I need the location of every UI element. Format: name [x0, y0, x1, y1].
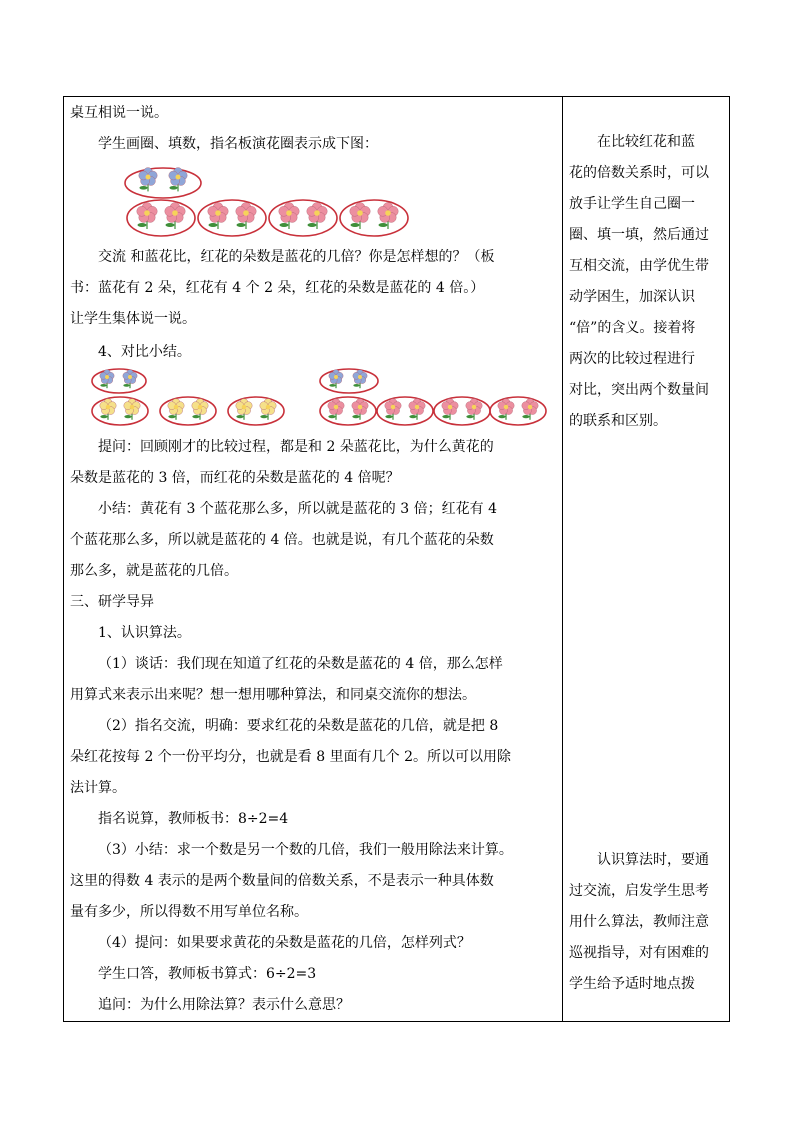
grouping-circle: [198, 200, 266, 236]
text-line: 桌互相说一说。: [70, 105, 168, 121]
text-line: 提问：回顾刚才的比较过程，都是和 2 朵蓝花比，为什么黄花的: [98, 439, 494, 455]
column-divider: [562, 97, 563, 1021]
lesson-table: [63, 96, 730, 1022]
flower-figure-1: [70, 165, 556, 245]
yellow-flower: [100, 399, 116, 420]
text-line: 量有多少，所以得数不用写单位名称。: [70, 904, 308, 920]
blue-flower: [100, 370, 114, 389]
note-line: 学生给予适时地点拨: [569, 976, 695, 992]
flower-circles-figure-1: [70, 165, 556, 245]
red-flower: [442, 399, 458, 420]
red-flower: [466, 399, 482, 420]
red-flower: [236, 203, 256, 230]
grouping-circle: [228, 397, 284, 425]
blue-flower: [329, 370, 343, 389]
note-line: 用什么算法，教师注意: [569, 914, 709, 930]
red-flower: [137, 203, 157, 230]
flower-circles-figure-2: [70, 367, 556, 429]
text-line: 学生画圈、填数，指名板演花圈表示成下图：: [98, 136, 378, 152]
red-flower: [409, 399, 425, 420]
text-line: 那么多，就是蓝花的几倍。: [70, 563, 238, 579]
grouping-circle: [127, 200, 195, 236]
red-flower: [498, 399, 514, 420]
note-line: 互相交流，由学优生带: [569, 258, 709, 274]
blue-flower: [123, 370, 137, 389]
text-line: 朵红花按每 2 个一份平均分，也就是看 8 里面有几个 2。所以可以用除: [70, 749, 511, 765]
text-line: 个蓝花那么多，所以就是蓝花的 4 倍。也就是说，有几个蓝花的朵数: [70, 532, 494, 548]
note-line: 动学困生，加深认识: [569, 289, 695, 305]
yellow-flower: [168, 399, 184, 420]
yellow-flower: [260, 399, 276, 420]
grouping-circle: [320, 397, 376, 425]
note-line: 认识算法时，要通: [597, 852, 709, 868]
text-line: 这里的得数 4 表示的是两个数量间的倍数关系，不是表示一种具体数: [70, 873, 494, 889]
note-line: 过交流，启发学生思考: [569, 883, 709, 899]
note-line: 花的倍数关系时，可以: [569, 165, 709, 181]
text-line: 法计算。: [70, 780, 126, 796]
grouping-circle: [434, 397, 490, 425]
text-line: 追问：为什么用除法算？表示什么意思？: [98, 997, 350, 1013]
text-line: 用算式来表示出来呢？想一想用哪种算法，和同桌交流你的想法。: [70, 687, 476, 703]
red-flower: [208, 203, 228, 230]
note-line: 两次的比较过程进行: [569, 351, 695, 367]
grouping-circle: [92, 397, 148, 425]
text-line: 1、认识算法。: [98, 625, 191, 641]
text-line: （3）小结：求一个数是另一个数的几倍，我们一般用除法来计算。: [98, 842, 513, 858]
note-line: 放手让学生自己圈一: [569, 196, 695, 212]
red-flower: [385, 399, 401, 420]
text-line: （1）谈话：我们现在知道了红花的朵数是蓝花的 4 倍，那么怎样: [98, 656, 503, 672]
flower-figure-2: [70, 367, 556, 429]
text-line: （4）提问：如果要求黄花的朵数是蓝花的几倍，怎样列式？: [98, 935, 471, 951]
red-flower: [352, 399, 368, 420]
note-line: 在比较红花和蓝: [597, 134, 695, 150]
grouping-circle: [340, 200, 408, 236]
yellow-flower: [192, 399, 208, 420]
yellow-flower: [124, 399, 140, 420]
yellow-flower: [236, 399, 252, 420]
red-flower: [378, 203, 398, 230]
grouping-circle: [269, 200, 337, 236]
text-line: （2）指名交流，明确：要求红花的朵数是蓝花的几倍，就是把 8: [98, 718, 499, 734]
red-flower: [279, 203, 299, 230]
grouping-circle: [125, 168, 201, 198]
text-line: 4、对比小结。: [98, 344, 191, 360]
grouping-circle: [377, 397, 433, 425]
text-line: 让学生集体说一说。: [70, 311, 196, 327]
text-line: 小结：黄花有 3 个蓝花那么多，所以就是蓝花的 3 倍；红花有 4: [98, 501, 497, 517]
grouping-circle: [160, 397, 216, 425]
note-line: 的联系和区别。: [569, 413, 667, 429]
red-flower: [328, 399, 344, 420]
note-line: 圈、填一填，然后通过: [569, 227, 709, 243]
note-line: “倍”的含义。接着将: [569, 320, 696, 336]
text-line: 书：蓝花有 2 朵，红花有 4 个 2 朵，红花的朵数是蓝花的 4 倍。）: [70, 280, 485, 296]
blue-flower: [169, 168, 187, 192]
grouping-circle: [320, 369, 378, 393]
red-flower: [307, 203, 327, 230]
red-flower: [522, 399, 538, 420]
blue-flower: [353, 370, 367, 389]
blue-flower: [139, 168, 157, 192]
text-line: 交流 和蓝花比，红花的朵数是蓝花的几倍？你是怎样想的？（板: [98, 249, 495, 265]
note-line: 对比，突出两个数量间: [569, 382, 709, 398]
red-flower: [350, 203, 370, 230]
text-line: 学生口答，教师板书算式：6÷2=3: [98, 966, 317, 982]
note-line: 巡视指导，对有困难的: [569, 945, 709, 961]
grouping-circle: [92, 369, 146, 393]
grouping-circle: [490, 397, 546, 425]
section-heading: 三、研学导异: [70, 594, 154, 610]
text-line: 朵数是蓝花的 3 倍，而红花的朵数是蓝花的 4 倍呢？: [70, 470, 400, 486]
text-line: 指名说算，教师板书：8÷2=4: [98, 811, 289, 827]
red-flower: [165, 203, 185, 230]
